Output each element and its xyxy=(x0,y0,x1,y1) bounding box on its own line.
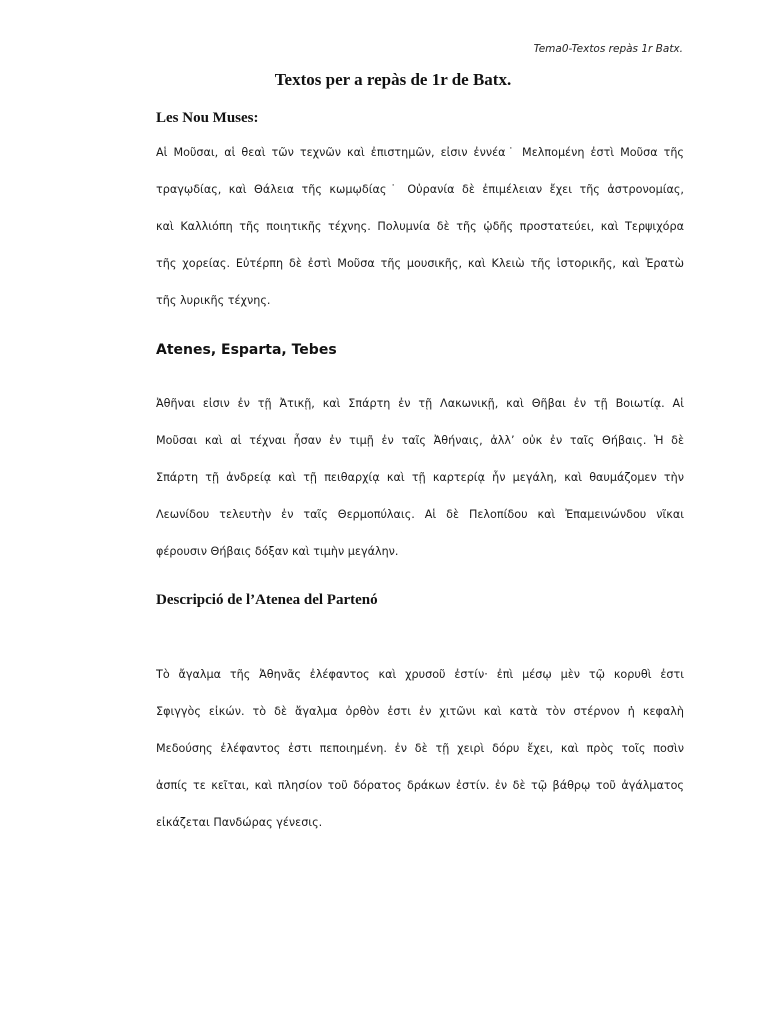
section-heading-atenes-esparta-tebes: Atenes, Esparta, Tebes xyxy=(156,342,337,358)
section-text-nou-muses xyxy=(156,145,684,330)
text-line: Αἱ Μοῦσαι, αἱ θεαὶ τῶν τεχνῶν καὶ ἐπιστημῶν, εἰσιν ἐννέα˙ Μελπομένη ἐστὶ Μοῦσα τῆς xyxy=(156,146,684,159)
text-line: Τὸ ἄγαλμα τῆς Ἀθηνᾶς ἐλέφαντος καὶ χρυσοῦ ἐστίν· ἐπὶ μέσῳ μὲν τῷ κορυθὶ ἐστι xyxy=(156,668,684,681)
text-line: Μεδούσης ἐλέφαντος ἐστι πεποιημένη. ἐν δὲ τῇ χειρὶ δόρυ ἔχει, καὶ πρὸς τοῖς ποσὶν xyxy=(156,742,684,755)
section-heading-atenea-parteno: Descripció de l’Atenea del Partenó xyxy=(156,592,378,608)
text-line: Λεωνίδου τελευτὴν ἐν ταῖς Θερμοπύλαις. Αἱ δὲ Πελοπίδου καὶ Ἐπαμεινώνδου νῖκαι xyxy=(156,508,684,521)
text-line: Σφιγγὸς εἰκών. τὸ δὲ ἄγαλμα ὀρθὸν ἐστι ἐν χιτῶνι καὶ κατὰ τὸν στέρνον ἡ κεφαλὴ xyxy=(156,705,684,718)
running-header: Tema0-Textos repàs 1r Batx. xyxy=(533,43,683,55)
text-line: τραγῳδίας, καὶ Θάλεια τῆς κωμῳδίας˙ Οὐρανία δὲ ἐπιμέλειαν ἔχει τῆς ἀστρονομίας, xyxy=(156,183,684,196)
text-line: καὶ Καλλιόπη τῆς ποιητικῆς τέχνης. Πολυμνία δὲ τῆς ᾠδῆς προστατεύει, καὶ Τερψιχόρα xyxy=(156,220,684,233)
section-text-atenes-esparta-tebes xyxy=(156,396,684,581)
section-text-atenea-parteno xyxy=(156,667,684,852)
text-line: τῆς χορείας. Εὐτέρπη δὲ ἐστὶ Μοῦσα τῆς μουσικῆς, καὶ Κλειὼ τῆς ἱστορικῆς, καὶ Ἐρατὼ xyxy=(156,257,684,270)
text-line: Ἀθῆναι εἰσιν ἐν τῇ Ἀτικῇ, καὶ Σπάρτη ἐν τῇ Λακωνικῇ, καὶ Θῆβαι ἐν τῇ Βοιωτίᾳ. Αἱ xyxy=(156,397,684,410)
text-line: Σπάρτη τῇ ἀνδρείᾳ καὶ τῇ πειθαρχίᾳ καὶ τῇ καρτερίᾳ ἦν μεγάλη, καὶ θαυμάζομεν τὴν xyxy=(156,471,684,484)
text-line: Μοῦσαι καὶ αἱ τέχναι ἦσαν ἐν τιμῇ ἐν ταῖς Ἀθήναις, ἀλλ’ οὐκ ἐν ταῖς Θήβαις. Ἡ δὲ xyxy=(156,434,684,447)
section-heading-nou-muses: Les Nou Muses: xyxy=(156,110,259,126)
text-line: φέρουσιν Θήβαις δόξαν καὶ τιμὴν μεγάλην. xyxy=(156,545,399,558)
document-title: Textos per a repàs de 1r de Batx. xyxy=(274,70,512,89)
text-line: ἀσπίς τε κεῖται, καὶ πλησίον τοῦ δόρατος δράκων ἐστίν. ἐν δὲ τῷ βάθρῳ τοῦ ἀγάλματος xyxy=(156,779,684,792)
text-line: εἰκάζεται Πανδώρας γένεσις. xyxy=(156,816,323,829)
text-line: τῆς λυρικῆς τέχνης. xyxy=(156,294,271,307)
